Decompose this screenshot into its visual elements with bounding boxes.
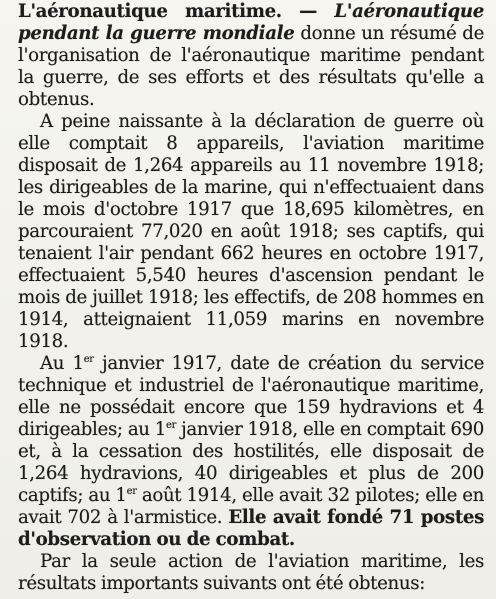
ordinal-superscript-1: er: [83, 353, 94, 365]
chronology-paragraph: [18, 353, 484, 551]
ordinal-superscript-2: er: [166, 419, 177, 431]
chronology-text-d: août 1914, elle avait 32 pilotes; elle en avait 702 à l'armistice.: [18, 485, 484, 528]
cropped-next-line: [35, 590, 465, 598]
article-subtitle: L'aéronautique pendant la guerre mondiale: [18, 1, 484, 44]
results-paragraph: Par la seule action de l'aviation maritime, les résultats importants suivants ont été obtenus:: [18, 551, 484, 594]
statistics-paragraph: A peine naissante à la déclaration de guerre où elle comptait 8 appareils, l'aviation maritime disposait de 1,264 appareils au 11 novembre 1918; les dirigeables de la marine, qui n'effectuaient dans le mois d'octobre 1917 que 18,695 kilomètres, en parcouraient 77,020 en août 1918; ses captifs, qui tenaient l'air pendant 662 heures en octobre 1917, effectuaient 5,540 heures d'ascension pendant le mois de juillet 1918; les effectifs, de 208 hommes en 1914, atteignaient 11,059 marins en novembre 1918.: [18, 111, 484, 352]
chronology-text-a: Au 1: [40, 353, 84, 374]
ordinal-superscript-3: er: [126, 485, 137, 497]
chronology-text-b: janvier 1917, date de création du service technique et industriel de l'aéronautique maritime, elle ne possédait encore que 159 hydravions et 4 dirigeables; au 1: [18, 353, 484, 440]
chronology-text-c: janvier 1918, elle en comptait 690 et, à la cessation des hostilités, elle disposait de 1,264 hydravions, 40 dirigeables et plus de 200 captifs; au 1: [18, 419, 484, 506]
article-headline: L'aéronautique maritime.: [18, 1, 282, 22]
intro-paragraph: [18, 1, 484, 111]
headline-dash: —: [281, 1, 335, 22]
chronology-emphasis: Elle avait fondé 71 postes d'observation ou de combat.: [18, 507, 484, 550]
article-column: [18, 1, 484, 595]
intro-text: donne un résumé de l'organisation de l'aéronautique maritime pendant la guerre, de ses efforts et des résultats qu'elle a obtenus.: [18, 23, 484, 110]
